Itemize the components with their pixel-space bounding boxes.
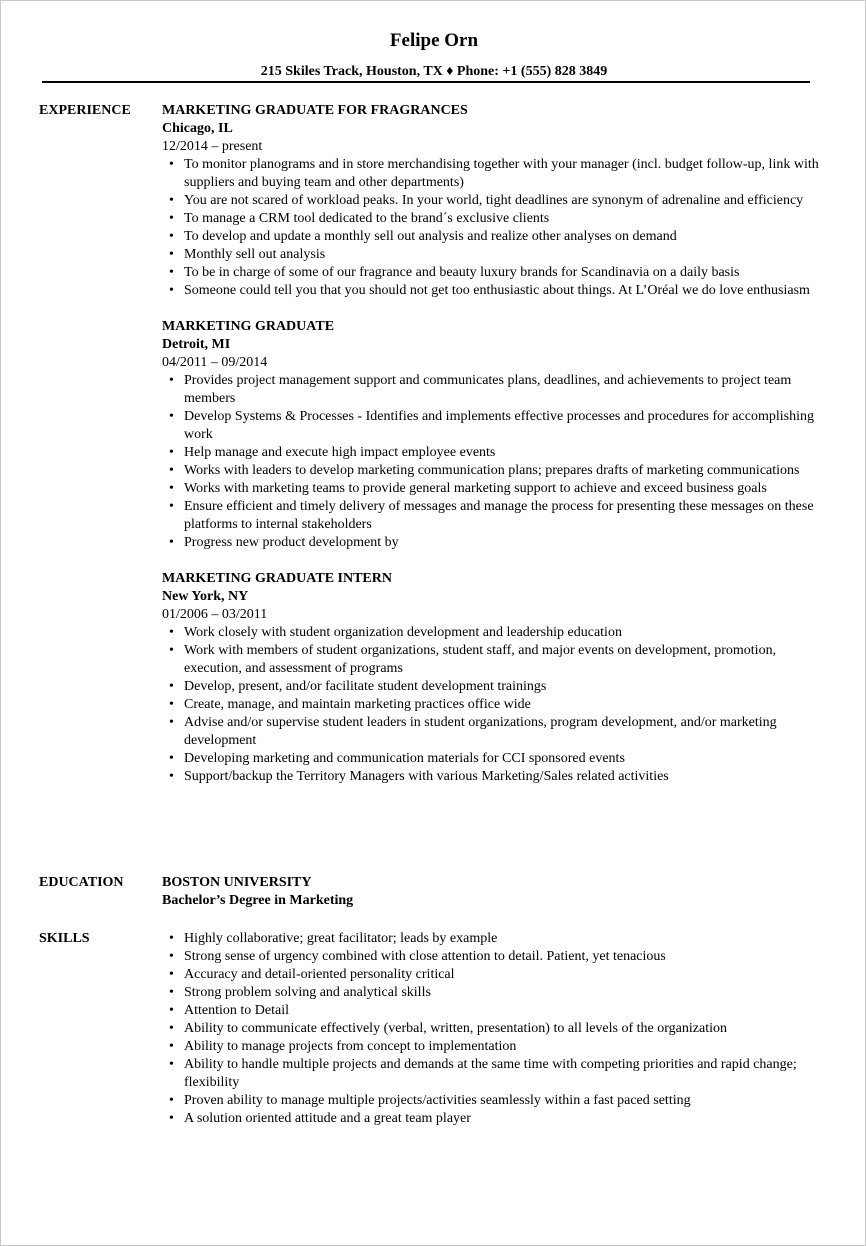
skills-list bbox=[162, 930, 822, 1128]
bullet-item: • Provides project management support and communicates plans, deadlines, and achievements to project team members bbox=[162, 372, 822, 408]
job-entry bbox=[162, 102, 822, 300]
candidate-name: Felipe Orn bbox=[389, 30, 479, 51]
skill-item: • Ability to manage projects from concept to implementation bbox=[162, 1038, 822, 1056]
job-bullets bbox=[162, 624, 822, 786]
skill-item: • Highly collaborative; great facilitator; leads by example bbox=[162, 930, 822, 948]
bullet-item: • Works with marketing teams to provide general marketing support to achieve and exceed business goals bbox=[162, 480, 822, 498]
bullet-item: • Developing marketing and communication materials for CCI sponsored events bbox=[162, 750, 822, 768]
job-title: MARKETING GRADUATE FOR FRAGRANCES bbox=[162, 103, 468, 118]
job-dates: 01/2006 – 03/2011 bbox=[162, 607, 268, 622]
bullet-item: • Develop, present, and/or facilitate student development trainings bbox=[162, 678, 822, 696]
bullet-item: • Progress new product development by bbox=[162, 534, 822, 552]
skill-item: • Proven ability to manage multiple projects/activities seamlessly within a fast paced setting bbox=[162, 1092, 822, 1110]
job-location: New York, NY bbox=[162, 589, 249, 604]
bullet-item: • To be in charge of some of our fragrance and beauty luxury brands for Scandinavia on a daily basis bbox=[162, 264, 822, 282]
bullet-item: • You are not scared of workload peaks. In your world, tight deadlines are synonym of adrenaline and efficiency bbox=[162, 192, 822, 210]
job-entry bbox=[162, 570, 822, 786]
job-title: MARKETING GRADUATE bbox=[162, 319, 335, 334]
bullet-item: • Work closely with student organization development and leadership education bbox=[162, 624, 822, 642]
bullet-item: • Develop Systems & Processes - Identifies and implements effective processes and procedures for accomplishing work bbox=[162, 408, 822, 444]
skill-item: • Ability to handle multiple projects and demands at the same time with competing priorities and rapid change; flexibility bbox=[162, 1056, 822, 1092]
degree-name: Bachelor’s Degree in Marketing bbox=[162, 893, 354, 908]
job-location: Detroit, MI bbox=[162, 337, 231, 352]
skill-item: • Ability to communicate effectively (verbal, written, presentation) to all levels of the organization bbox=[162, 1020, 822, 1038]
bullet-item: • Ensure efficient and timely delivery of messages and manage the process for presenting these messages on these platforms to internal stakeholders bbox=[162, 498, 822, 534]
skills-section bbox=[162, 930, 822, 1128]
job-location: Chicago, IL bbox=[162, 121, 233, 136]
experience-section bbox=[162, 102, 822, 804]
skill-item: • Strong problem solving and analytical skills bbox=[162, 984, 822, 1002]
bullet-item: • Works with leaders to develop marketing communication plans; prepares drafts of marketing communications bbox=[162, 462, 822, 480]
job-bullets bbox=[162, 156, 822, 300]
bullet-item: • Advise and/or supervise student leaders in student organizations, program development, and/or marketing development bbox=[162, 714, 822, 750]
bullet-item: • To manage a CRM tool dedicated to the brand´s exclusive clients bbox=[162, 210, 822, 228]
skills-heading: SKILLS bbox=[39, 931, 90, 946]
bullet-item: • Monthly sell out analysis bbox=[162, 246, 822, 264]
school-name: BOSTON UNIVERSITY bbox=[162, 875, 312, 890]
bullet-item: • Help manage and execute high impact employee events bbox=[162, 444, 822, 462]
job-dates: 12/2014 – present bbox=[162, 139, 263, 154]
job-title: MARKETING GRADUATE INTERN bbox=[162, 571, 392, 586]
skill-item: • Attention to Detail bbox=[162, 1002, 822, 1020]
bullet-item: • Someone could tell you that you should not get too enthusiastic about things. At L’Oréal we do love enthusiasm bbox=[162, 282, 822, 300]
job-dates: 04/2011 – 09/2014 bbox=[162, 355, 268, 370]
skill-item: • A solution oriented attitude and a great team player bbox=[162, 1110, 822, 1128]
experience-heading: EXPERIENCE bbox=[39, 103, 131, 118]
bullet-item: • Support/backup the Territory Managers with various Marketing/Sales related activities bbox=[162, 768, 822, 786]
bullet-item: • To monitor planograms and in store merchandising together with your manager (incl. budget follow-up, link with suppliers and buying team and other departments) bbox=[162, 156, 822, 192]
bullet-item: • Work with members of student organizations, student staff, and major events on development, promotion, execution, and assessment of programs bbox=[162, 642, 822, 678]
education-section bbox=[162, 874, 822, 910]
contact-line: 215 Skiles Track, Houston, TX ♦ Phone: +1 (555) 828 3849 bbox=[260, 64, 608, 79]
skill-item: • Accuracy and detail-oriented personality critical bbox=[162, 966, 822, 984]
bullet-item: • Create, manage, and maintain marketing practices office wide bbox=[162, 696, 822, 714]
skill-item: • Strong sense of urgency combined with close attention to detail. Patient, yet tenacious bbox=[162, 948, 822, 966]
job-bullets bbox=[162, 372, 822, 552]
job-entry bbox=[162, 318, 822, 552]
header-divider bbox=[42, 81, 810, 83]
bullet-item: • To develop and update a monthly sell out analysis and realize other analyses on demand bbox=[162, 228, 822, 246]
education-heading: EDUCATION bbox=[39, 875, 124, 890]
